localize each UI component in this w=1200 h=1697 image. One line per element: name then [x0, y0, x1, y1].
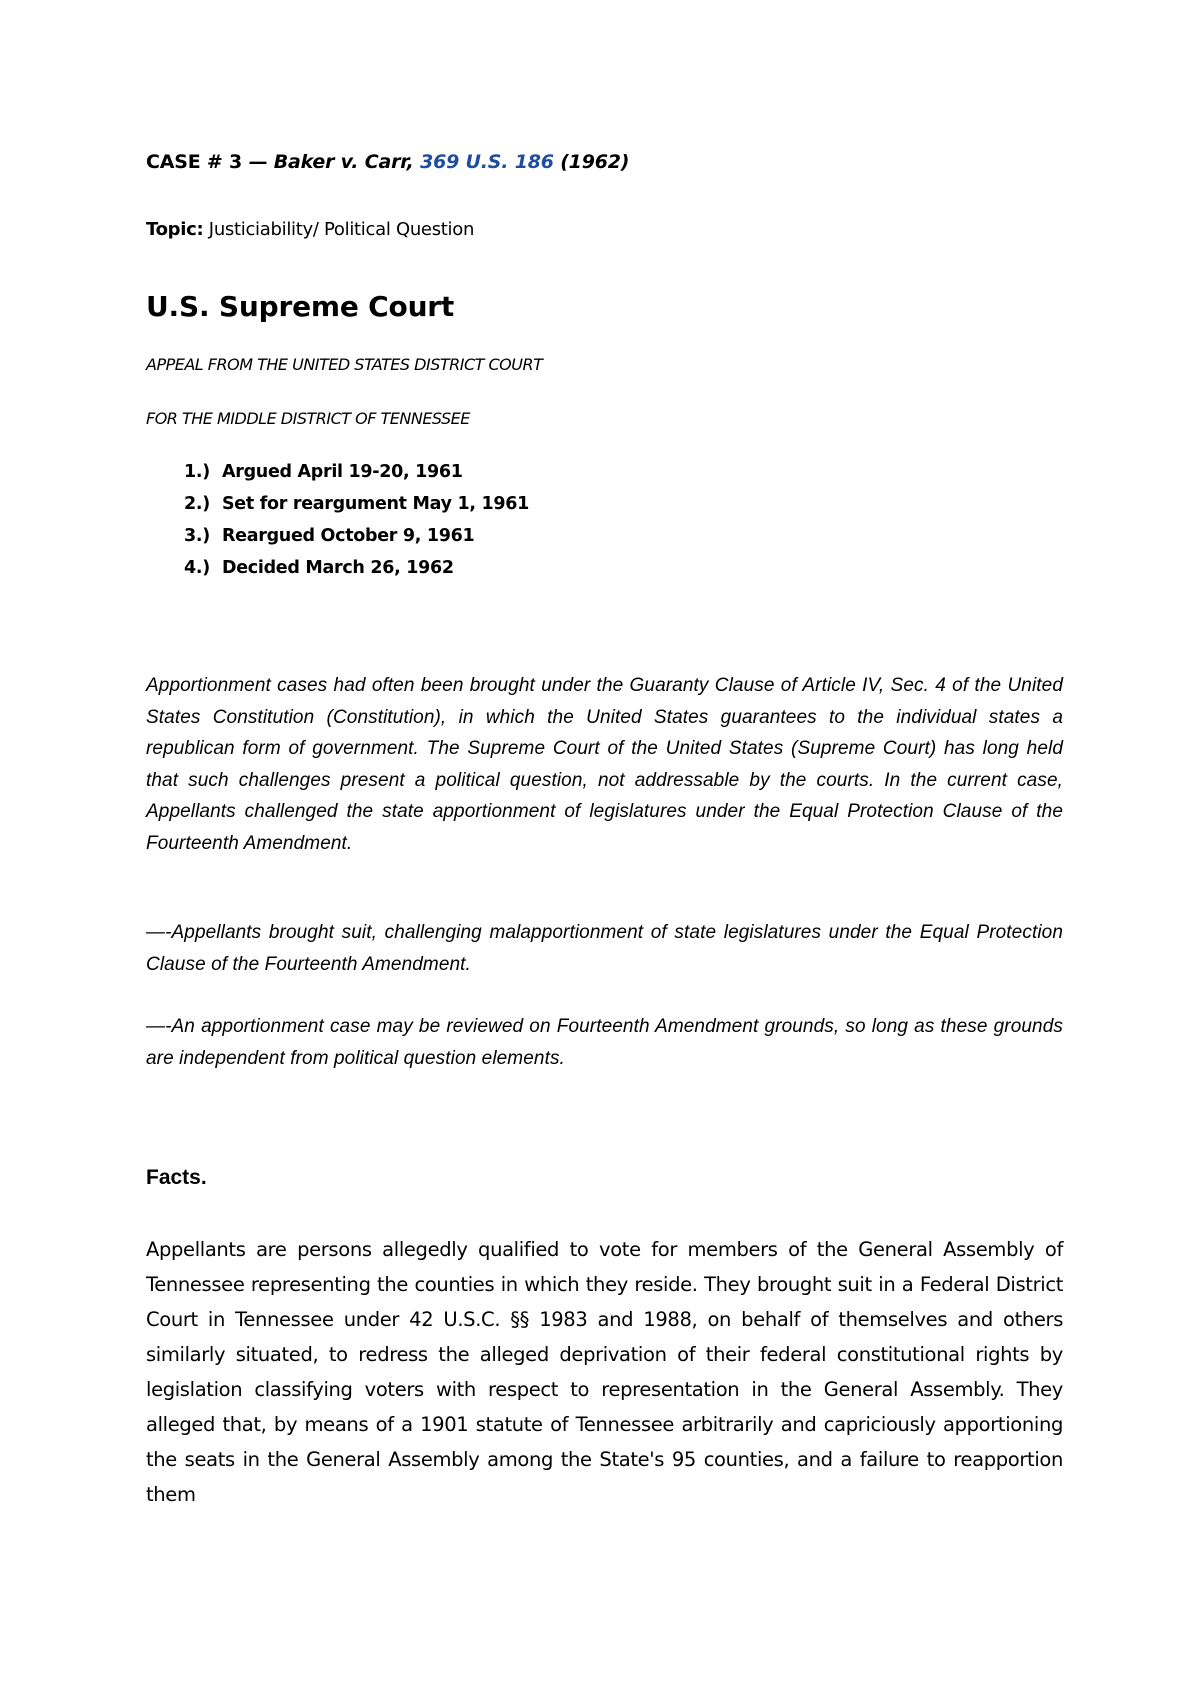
- date-item: [184, 520, 1063, 552]
- bullet-point: —-An apportionment case may be reviewed on Fourteenth Amendment grounds, so long as these grounds are independent from political question elements.: [146, 1016, 1063, 1069]
- date-text: Set for reargument May 1, 1961: [222, 494, 530, 514]
- case-summary: Apportionment cases had often been brought under the Guaranty Clause of Article IV, Sec. 4 of the United States Constitution (Constitution), in which the United States guarantees to the individual states a republican form of government. The Supreme Court of the United States (Supreme Court) has long held that such challenges present a political question, not addressable by the courts. In the current case, Appellants challenged the state apportionment of legislatures under the Equal Protection Clause of the Fourteenth Amendment.: [146, 675, 1063, 854]
- court-title: U.S. Supreme Court: [146, 290, 455, 323]
- date-text: Decided March 26, 1962: [222, 558, 454, 578]
- facts-body: Appellants are persons allegedly qualified to vote for members of the General Assembly of Tennessee representing the counties in which they reside. They brought suit in a Federal District Court in Tennessee under 42 U.S.C. §§ 1983 and 1988, on behalf of themselves and others similarly situated, to redress the alleged deprivation of their federal constitutional rights by legislation classifying voters with respect to representation in the General Assembly. They alleged that, by means of a 1901 statute of Tennessee arbitrarily and capriciously apportioning the seats in the General Assembly among the State's 95 counties, and a failure to reapportion them: [146, 1238, 1063, 1506]
- date-item: [184, 488, 1063, 520]
- case-prefix: CASE # 3 —: [146, 151, 274, 173]
- topic-value: Justiciability/ Political Question: [203, 219, 475, 240]
- case-heading: [146, 150, 1063, 174]
- bullet-point: —-Appellants brought suit, challenging malapportionment of state legislatures under the Equal Protection Clause of the Fourteenth Amendment.: [146, 922, 1063, 975]
- appeal-line-2: FOR THE MIDDLE DISTRICT OF TENNESSEE: [146, 409, 470, 428]
- date-number: 4.): [184, 558, 210, 578]
- citation-link[interactable]: 369 U.S. 186: [420, 151, 554, 173]
- topic-label: Topic:: [146, 219, 204, 240]
- date-number: 1.): [184, 462, 210, 482]
- case-year: (1962): [553, 151, 630, 173]
- date-number: 3.): [184, 526, 210, 546]
- date-item: [184, 552, 1063, 584]
- date-number: 2.): [184, 494, 210, 514]
- topic-line: [146, 218, 1063, 242]
- dates-list: [184, 456, 1063, 584]
- case-name: Baker v. Carr,: [273, 151, 421, 173]
- date-text: Argued April 19-20, 1961: [222, 462, 463, 482]
- document-page: [146, 150, 1063, 1512]
- appeal-line-1: APPEAL FROM THE UNITED STATES DISTRICT COURT: [146, 355, 543, 374]
- date-text: Reargued October 9, 1961: [222, 526, 475, 546]
- facts-heading: Facts.: [146, 1166, 207, 1189]
- date-item: [184, 456, 1063, 488]
